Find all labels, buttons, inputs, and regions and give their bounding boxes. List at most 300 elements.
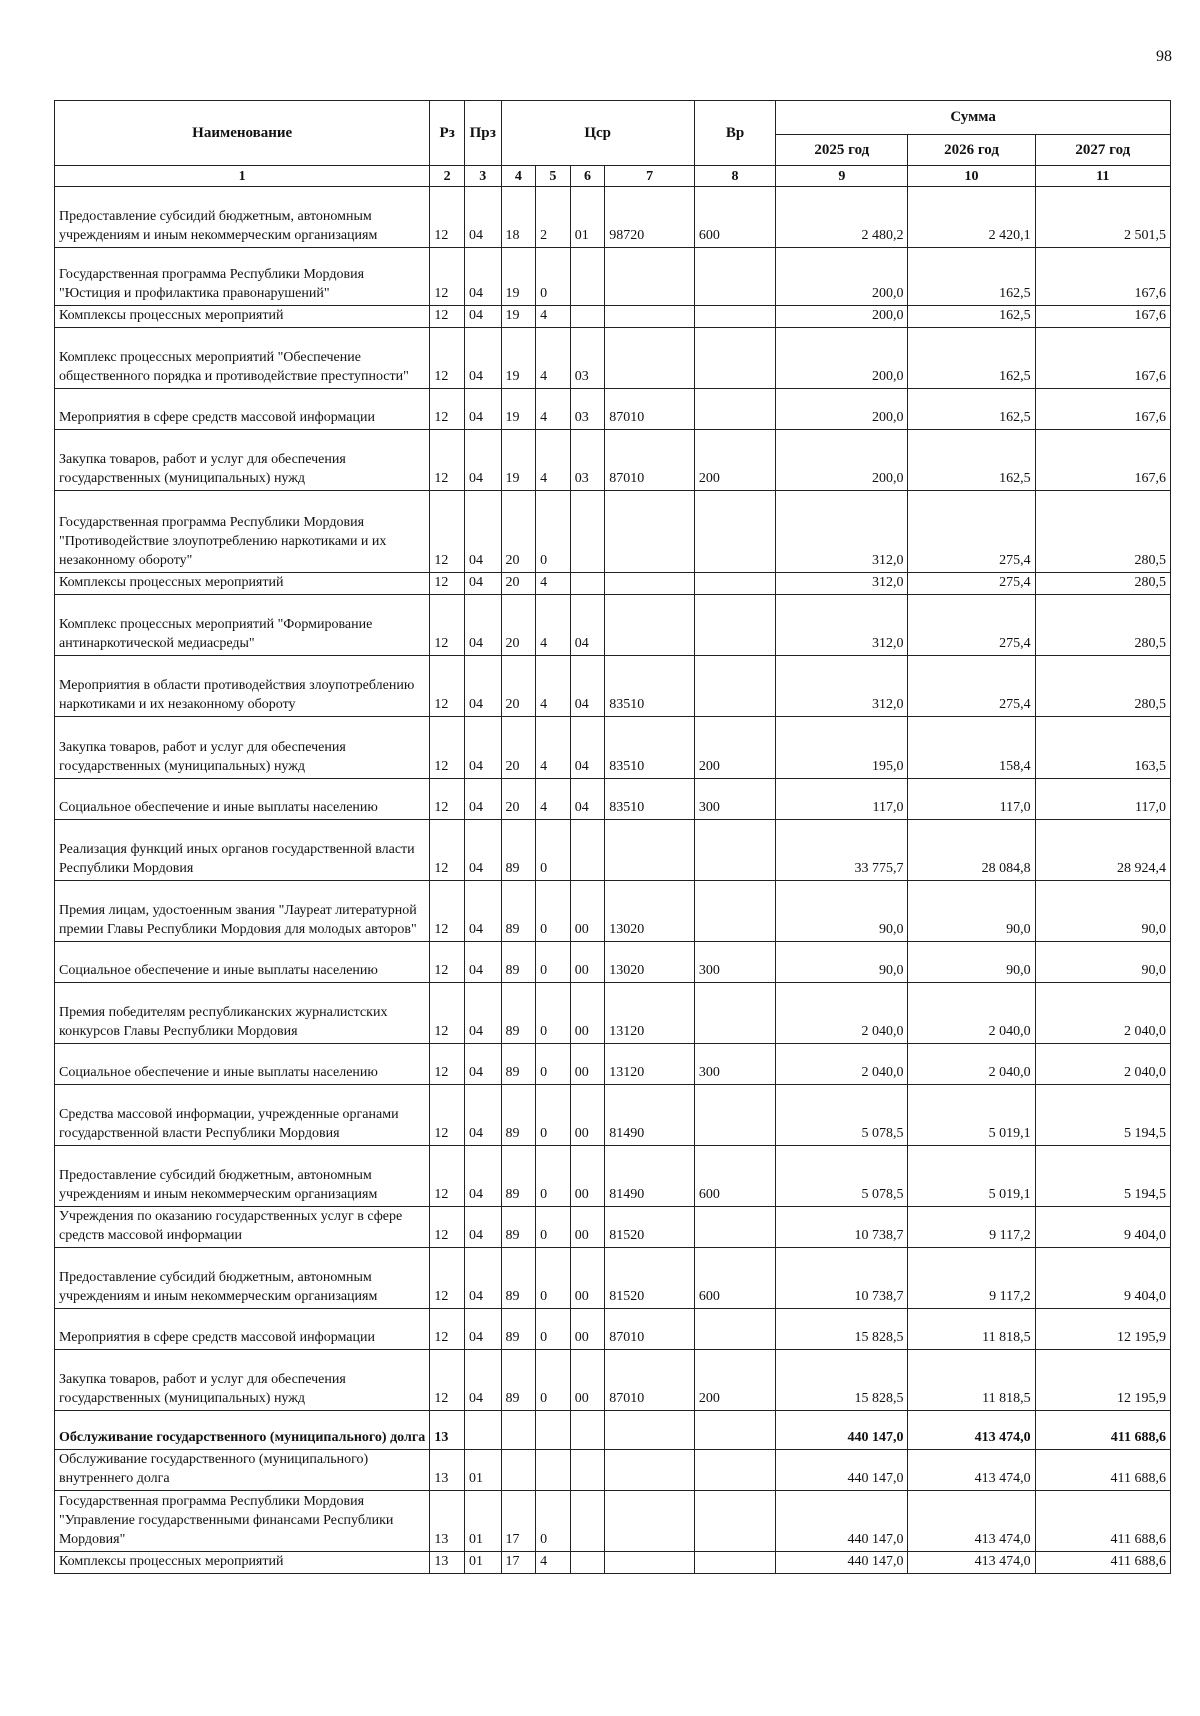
header-year-2026: 2026 год [908, 135, 1035, 166]
row-sum-2027: 163,5 [1035, 717, 1170, 779]
row-vr: 300 [694, 779, 775, 820]
row-sum-2025: 312,0 [776, 491, 908, 573]
row-vr: 600 [694, 1248, 775, 1309]
row-csr-complex [570, 820, 605, 881]
row-name: Учреждения по оказанию государственных услуг в сфере средств массовой информации [55, 1207, 430, 1248]
row-csr-program [501, 1411, 536, 1450]
row-csr-direction [605, 248, 695, 306]
row-vr: 200 [694, 430, 775, 491]
row-sum-2026: 11 818,5 [908, 1309, 1035, 1350]
row-csr-direction [605, 1491, 695, 1552]
row-csr-program: 19 [501, 430, 536, 491]
row-vr [694, 306, 775, 328]
column-number: 7 [605, 166, 695, 187]
row-csr-program: 20 [501, 717, 536, 779]
column-number: 8 [694, 166, 775, 187]
row-csr-program: 89 [501, 881, 536, 942]
row-rz: 13 [430, 1491, 465, 1552]
row-rz: 12 [430, 573, 465, 595]
row-name: Социальное обеспечение и иные выплаты населению [55, 1044, 430, 1085]
row-rz: 12 [430, 306, 465, 328]
row-csr-type: 4 [536, 389, 571, 430]
column-number: 11 [1035, 166, 1170, 187]
row-csr-direction [605, 820, 695, 881]
row-sum-2025: 2 480,2 [776, 187, 908, 248]
row-vr [694, 573, 775, 595]
row-csr-type: 4 [536, 306, 571, 328]
row-csr-complex: 00 [570, 1207, 605, 1248]
row-csr-program: 89 [501, 820, 536, 881]
table-row [55, 656, 1171, 717]
column-number: 3 [464, 166, 501, 187]
row-sum-2027: 2 040,0 [1035, 983, 1170, 1044]
row-name: Предоставление субсидий бюджетным, автономным учреждениям и иным некоммерческим организациям [55, 1248, 430, 1309]
row-sum-2026: 413 474,0 [908, 1411, 1035, 1450]
row-rz: 12 [430, 779, 465, 820]
row-csr-complex: 01 [570, 187, 605, 248]
row-sum-2025: 90,0 [776, 881, 908, 942]
row-sum-2026: 413 474,0 [908, 1450, 1035, 1491]
row-prz: 04 [464, 491, 501, 573]
row-csr-complex [570, 306, 605, 328]
row-csr-type: 0 [536, 1207, 571, 1248]
row-sum-2025: 10 738,7 [776, 1248, 908, 1309]
row-csr-program: 89 [501, 942, 536, 983]
row-prz: 04 [464, 328, 501, 389]
table-row [55, 1146, 1171, 1207]
row-prz: 01 [464, 1491, 501, 1552]
row-csr-complex: 00 [570, 1248, 605, 1309]
row-csr-program: 17 [501, 1491, 536, 1552]
table-row [55, 717, 1171, 779]
row-csr-program: 20 [501, 573, 536, 595]
row-csr-complex: 04 [570, 717, 605, 779]
table-row [55, 389, 1171, 430]
row-prz: 04 [464, 187, 501, 248]
row-rz: 12 [430, 881, 465, 942]
row-csr-type: 0 [536, 1044, 571, 1085]
row-csr-type: 0 [536, 820, 571, 881]
table-row [55, 573, 1171, 595]
row-csr-type: 0 [536, 1491, 571, 1552]
row-rz: 12 [430, 328, 465, 389]
row-csr-type: 4 [536, 717, 571, 779]
row-vr: 300 [694, 942, 775, 983]
row-name: Средства массовой информации, учрежденные органами государственной власти Республики Мордовия [55, 1085, 430, 1146]
row-csr-direction: 87010 [605, 389, 695, 430]
row-sum-2027: 280,5 [1035, 656, 1170, 717]
column-number: 9 [776, 166, 908, 187]
row-prz: 04 [464, 1350, 501, 1411]
row-csr-program: 20 [501, 779, 536, 820]
row-name: Обслуживание государственного (муниципального) долга [55, 1411, 430, 1450]
row-csr-type: 0 [536, 1146, 571, 1207]
table-row [55, 595, 1171, 656]
row-rz: 12 [430, 820, 465, 881]
row-rz: 12 [430, 1085, 465, 1146]
column-number: 5 [536, 166, 571, 187]
row-csr-program: 20 [501, 595, 536, 656]
row-vr [694, 820, 775, 881]
row-vr [694, 983, 775, 1044]
row-sum-2027: 411 688,6 [1035, 1552, 1170, 1574]
row-csr-type: 4 [536, 656, 571, 717]
row-sum-2025: 200,0 [776, 328, 908, 389]
table-row [55, 1207, 1171, 1248]
row-sum-2026: 413 474,0 [908, 1552, 1035, 1574]
row-rz: 12 [430, 942, 465, 983]
row-name: Комплексы процессных мероприятий [55, 1552, 430, 1574]
row-csr-complex [570, 1552, 605, 1574]
row-sum-2026: 9 117,2 [908, 1207, 1035, 1248]
row-sum-2025: 195,0 [776, 717, 908, 779]
row-name: Предоставление субсидий бюджетным, автономным учреждениям и иным некоммерческим организациям [55, 187, 430, 248]
row-csr-type: 0 [536, 1248, 571, 1309]
row-csr-complex: 03 [570, 389, 605, 430]
row-csr-program: 89 [501, 1207, 536, 1248]
table-row [55, 430, 1171, 491]
row-csr-program [501, 1450, 536, 1491]
row-sum-2025: 312,0 [776, 573, 908, 595]
row-prz: 04 [464, 656, 501, 717]
table-row [55, 1350, 1171, 1411]
table-row [55, 1085, 1171, 1146]
row-name: Мероприятия в сфере средств массовой информации [55, 389, 430, 430]
table-row [55, 1309, 1171, 1350]
row-csr-direction [605, 1552, 695, 1574]
row-csr-direction: 87010 [605, 430, 695, 491]
row-csr-program: 18 [501, 187, 536, 248]
row-csr-direction [605, 595, 695, 656]
row-prz: 04 [464, 1044, 501, 1085]
row-csr-direction: 81490 [605, 1146, 695, 1207]
row-csr-program: 89 [501, 1309, 536, 1350]
row-csr-direction [605, 328, 695, 389]
row-sum-2027: 2 501,5 [1035, 187, 1170, 248]
row-vr [694, 328, 775, 389]
table-header [55, 101, 1171, 166]
row-csr-complex: 04 [570, 656, 605, 717]
row-csr-complex [570, 1450, 605, 1491]
row-vr: 200 [694, 1350, 775, 1411]
row-name: Реализация функций иных органов государственной власти Республики Мордовия [55, 820, 430, 881]
row-csr-program: 19 [501, 248, 536, 306]
row-csr-program: 19 [501, 389, 536, 430]
row-rz: 12 [430, 595, 465, 656]
row-prz: 04 [464, 1146, 501, 1207]
row-sum-2025: 440 147,0 [776, 1491, 908, 1552]
row-csr-complex: 00 [570, 942, 605, 983]
column-number: 6 [570, 166, 605, 187]
column-number-row [55, 166, 1171, 187]
row-vr [694, 389, 775, 430]
header-year-2027: 2027 год [1035, 135, 1170, 166]
row-csr-program: 89 [501, 1085, 536, 1146]
row-csr-direction: 98720 [605, 187, 695, 248]
row-sum-2025: 33 775,7 [776, 820, 908, 881]
row-name: Мероприятия в области противодействия злоупотреблению наркотиками и их незаконному обороту [55, 656, 430, 717]
header-name: Наименование [55, 101, 430, 166]
row-sum-2025: 440 147,0 [776, 1411, 908, 1450]
column-number: 2 [430, 166, 465, 187]
row-sum-2026: 162,5 [908, 306, 1035, 328]
row-rz: 12 [430, 717, 465, 779]
row-prz: 04 [464, 248, 501, 306]
row-sum-2027: 90,0 [1035, 881, 1170, 942]
table-row [55, 1491, 1171, 1552]
row-prz: 04 [464, 881, 501, 942]
row-csr-complex: 00 [570, 1044, 605, 1085]
row-rz: 12 [430, 983, 465, 1044]
row-name: Комплекс процессных мероприятий "Формирование антинаркотической медиасреды" [55, 595, 430, 656]
table-row [55, 1450, 1171, 1491]
row-vr [694, 1450, 775, 1491]
row-sum-2026: 2 040,0 [908, 1044, 1035, 1085]
row-rz: 12 [430, 1248, 465, 1309]
table-row [55, 881, 1171, 942]
row-csr-complex: 00 [570, 1146, 605, 1207]
row-csr-type: 4 [536, 573, 571, 595]
table-row [55, 1248, 1171, 1309]
row-csr-type: 0 [536, 1085, 571, 1146]
row-prz: 04 [464, 942, 501, 983]
row-prz: 04 [464, 820, 501, 881]
table-row [55, 248, 1171, 306]
row-csr-direction: 83510 [605, 717, 695, 779]
row-csr-direction: 83510 [605, 656, 695, 717]
row-sum-2026: 275,4 [908, 573, 1035, 595]
row-prz: 04 [464, 1085, 501, 1146]
header-prz: Прз [464, 101, 501, 166]
row-csr-type: 0 [536, 1350, 571, 1411]
table-row [55, 1411, 1171, 1450]
row-sum-2026: 158,4 [908, 717, 1035, 779]
row-csr-complex [570, 248, 605, 306]
row-sum-2027: 411 688,6 [1035, 1450, 1170, 1491]
row-vr [694, 248, 775, 306]
row-csr-complex [570, 1491, 605, 1552]
row-csr-direction: 87010 [605, 1350, 695, 1411]
row-vr: 600 [694, 1146, 775, 1207]
row-sum-2026: 90,0 [908, 881, 1035, 942]
row-vr [694, 595, 775, 656]
row-sum-2027: 5 194,5 [1035, 1085, 1170, 1146]
row-sum-2026: 162,5 [908, 430, 1035, 491]
row-csr-complex: 04 [570, 595, 605, 656]
row-sum-2027: 411 688,6 [1035, 1411, 1170, 1450]
row-sum-2027: 9 404,0 [1035, 1248, 1170, 1309]
row-sum-2026: 5 019,1 [908, 1085, 1035, 1146]
header-year-2025: 2025 год [776, 135, 908, 166]
row-csr-complex [570, 491, 605, 573]
row-prz: 04 [464, 1207, 501, 1248]
row-sum-2025: 200,0 [776, 389, 908, 430]
row-csr-direction: 13120 [605, 983, 695, 1044]
row-sum-2026: 162,5 [908, 389, 1035, 430]
row-prz: 04 [464, 1248, 501, 1309]
row-sum-2027: 12 195,9 [1035, 1309, 1170, 1350]
row-sum-2027: 28 924,4 [1035, 820, 1170, 881]
row-csr-complex: 00 [570, 881, 605, 942]
row-csr-program: 89 [501, 1044, 536, 1085]
row-csr-type [536, 1450, 571, 1491]
row-name: Премия лицам, удостоенным звания "Лауреат литературной премии Главы Республики Мордовия для молодых авторов" [55, 881, 430, 942]
row-csr-type: 0 [536, 1309, 571, 1350]
row-csr-direction [605, 1411, 695, 1450]
row-csr-program: 20 [501, 656, 536, 717]
row-sum-2026: 2 040,0 [908, 983, 1035, 1044]
row-sum-2025: 15 828,5 [776, 1309, 908, 1350]
row-sum-2027: 12 195,9 [1035, 1350, 1170, 1411]
row-sum-2026: 11 818,5 [908, 1350, 1035, 1411]
row-csr-direction: 13020 [605, 942, 695, 983]
row-csr-direction: 13120 [605, 1044, 695, 1085]
row-prz: 04 [464, 573, 501, 595]
table-row [55, 187, 1171, 248]
row-csr-direction: 13020 [605, 881, 695, 942]
row-csr-direction [605, 573, 695, 595]
row-vr [694, 1085, 775, 1146]
row-csr-type: 4 [536, 595, 571, 656]
row-sum-2027: 5 194,5 [1035, 1146, 1170, 1207]
row-vr [694, 1491, 775, 1552]
row-sum-2026: 9 117,2 [908, 1248, 1035, 1309]
row-sum-2026: 275,4 [908, 491, 1035, 573]
row-csr-program: 17 [501, 1552, 536, 1574]
row-csr-complex: 00 [570, 983, 605, 1044]
table-row [55, 1552, 1171, 1574]
row-sum-2025: 5 078,5 [776, 1085, 908, 1146]
header-rz: Рз [430, 101, 465, 166]
row-name: Комплексы процессных мероприятий [55, 306, 430, 328]
table-row [55, 306, 1171, 328]
row-prz: 04 [464, 1309, 501, 1350]
table-row [55, 942, 1171, 983]
row-sum-2027: 167,6 [1035, 430, 1170, 491]
row-name: Комплексы процессных мероприятий [55, 573, 430, 595]
row-name: Комплекс процессных мероприятий "Обеспечение общественного порядка и противодействие преступности" [55, 328, 430, 389]
row-csr-complex [570, 1411, 605, 1450]
row-sum-2026: 162,5 [908, 248, 1035, 306]
row-sum-2026: 2 420,1 [908, 187, 1035, 248]
row-csr-direction [605, 306, 695, 328]
row-vr [694, 1552, 775, 1574]
row-sum-2026: 162,5 [908, 328, 1035, 389]
row-csr-complex: 00 [570, 1350, 605, 1411]
row-sum-2026: 28 084,8 [908, 820, 1035, 881]
row-csr-direction: 81490 [605, 1085, 695, 1146]
row-name: Обслуживание государственного (муниципального) внутреннего долга [55, 1450, 430, 1491]
row-csr-program: 89 [501, 983, 536, 1044]
row-sum-2026: 275,4 [908, 595, 1035, 656]
row-csr-type [536, 1411, 571, 1450]
row-rz: 12 [430, 656, 465, 717]
row-name: Закупка товаров, работ и услуг для обеспечения государственных (муниципальных) нужд [55, 717, 430, 779]
row-csr-type: 4 [536, 328, 571, 389]
row-sum-2025: 10 738,7 [776, 1207, 908, 1248]
column-number: 1 [55, 166, 430, 187]
table-row [55, 820, 1171, 881]
row-sum-2026: 117,0 [908, 779, 1035, 820]
row-csr-program: 19 [501, 328, 536, 389]
row-csr-type: 0 [536, 881, 571, 942]
row-rz: 12 [430, 1207, 465, 1248]
row-name: Закупка товаров, работ и услуг для обеспечения государственных (муниципальных) нужд [55, 430, 430, 491]
row-rz: 13 [430, 1552, 465, 1574]
column-number: 4 [501, 166, 536, 187]
header-sum: Сумма [776, 101, 1171, 135]
row-csr-direction: 81520 [605, 1207, 695, 1248]
row-csr-type: 4 [536, 779, 571, 820]
row-rz: 12 [430, 187, 465, 248]
row-rz: 12 [430, 1044, 465, 1085]
row-name: Государственная программа Республики Мордовия "Юстиция и профилактика правонарушений" [55, 248, 430, 306]
row-csr-direction [605, 491, 695, 573]
row-vr [694, 1207, 775, 1248]
row-rz: 12 [430, 491, 465, 573]
table-row [55, 1044, 1171, 1085]
row-csr-type: 4 [536, 430, 571, 491]
row-name: Предоставление субсидий бюджетным, автономным учреждениям и иным некоммерческим организациям [55, 1146, 430, 1207]
row-rz: 12 [430, 1309, 465, 1350]
row-prz: 04 [464, 779, 501, 820]
row-name: Социальное обеспечение и иные выплаты населению [55, 779, 430, 820]
row-csr-complex: 00 [570, 1309, 605, 1350]
row-csr-complex: 03 [570, 430, 605, 491]
row-prz: 04 [464, 595, 501, 656]
row-name: Социальное обеспечение и иные выплаты населению [55, 942, 430, 983]
table-body [55, 166, 1171, 1574]
row-sum-2025: 5 078,5 [776, 1146, 908, 1207]
row-sum-2025: 117,0 [776, 779, 908, 820]
row-rz: 12 [430, 389, 465, 430]
row-csr-direction [605, 1450, 695, 1491]
row-sum-2027: 167,6 [1035, 328, 1170, 389]
row-vr: 600 [694, 187, 775, 248]
row-vr [694, 656, 775, 717]
row-sum-2027: 280,5 [1035, 595, 1170, 656]
row-sum-2027: 117,0 [1035, 779, 1170, 820]
row-name: Государственная программа Республики Мордовия "Управление государственными финансами Республики Мордовия" [55, 1491, 430, 1552]
row-vr [694, 1411, 775, 1450]
budget-table [54, 100, 1171, 1574]
row-csr-type: 4 [536, 1552, 571, 1574]
row-sum-2027: 411 688,6 [1035, 1491, 1170, 1552]
row-sum-2025: 2 040,0 [776, 983, 908, 1044]
row-name: Государственная программа Республики Мордовия "Противодействие злоупотреблению наркотиками и их незаконному обороту" [55, 491, 430, 573]
row-prz: 04 [464, 306, 501, 328]
row-rz: 13 [430, 1450, 465, 1491]
row-prz: 01 [464, 1450, 501, 1491]
row-sum-2027: 280,5 [1035, 573, 1170, 595]
row-rz: 13 [430, 1411, 465, 1450]
row-rz: 12 [430, 430, 465, 491]
row-csr-type: 0 [536, 248, 571, 306]
row-sum-2025: 440 147,0 [776, 1450, 908, 1491]
row-prz [464, 1411, 501, 1450]
row-csr-program: 89 [501, 1248, 536, 1309]
row-sum-2027: 280,5 [1035, 491, 1170, 573]
table-row [55, 779, 1171, 820]
row-prz: 04 [464, 717, 501, 779]
row-csr-complex: 04 [570, 779, 605, 820]
row-name: Премия победителям республиканских журналистских конкурсов Главы Республики Мордовия [55, 983, 430, 1044]
row-sum-2025: 312,0 [776, 595, 908, 656]
page-number: 98 [1156, 48, 1172, 65]
row-rz: 12 [430, 1146, 465, 1207]
table-row [55, 983, 1171, 1044]
row-sum-2027: 9 404,0 [1035, 1207, 1170, 1248]
